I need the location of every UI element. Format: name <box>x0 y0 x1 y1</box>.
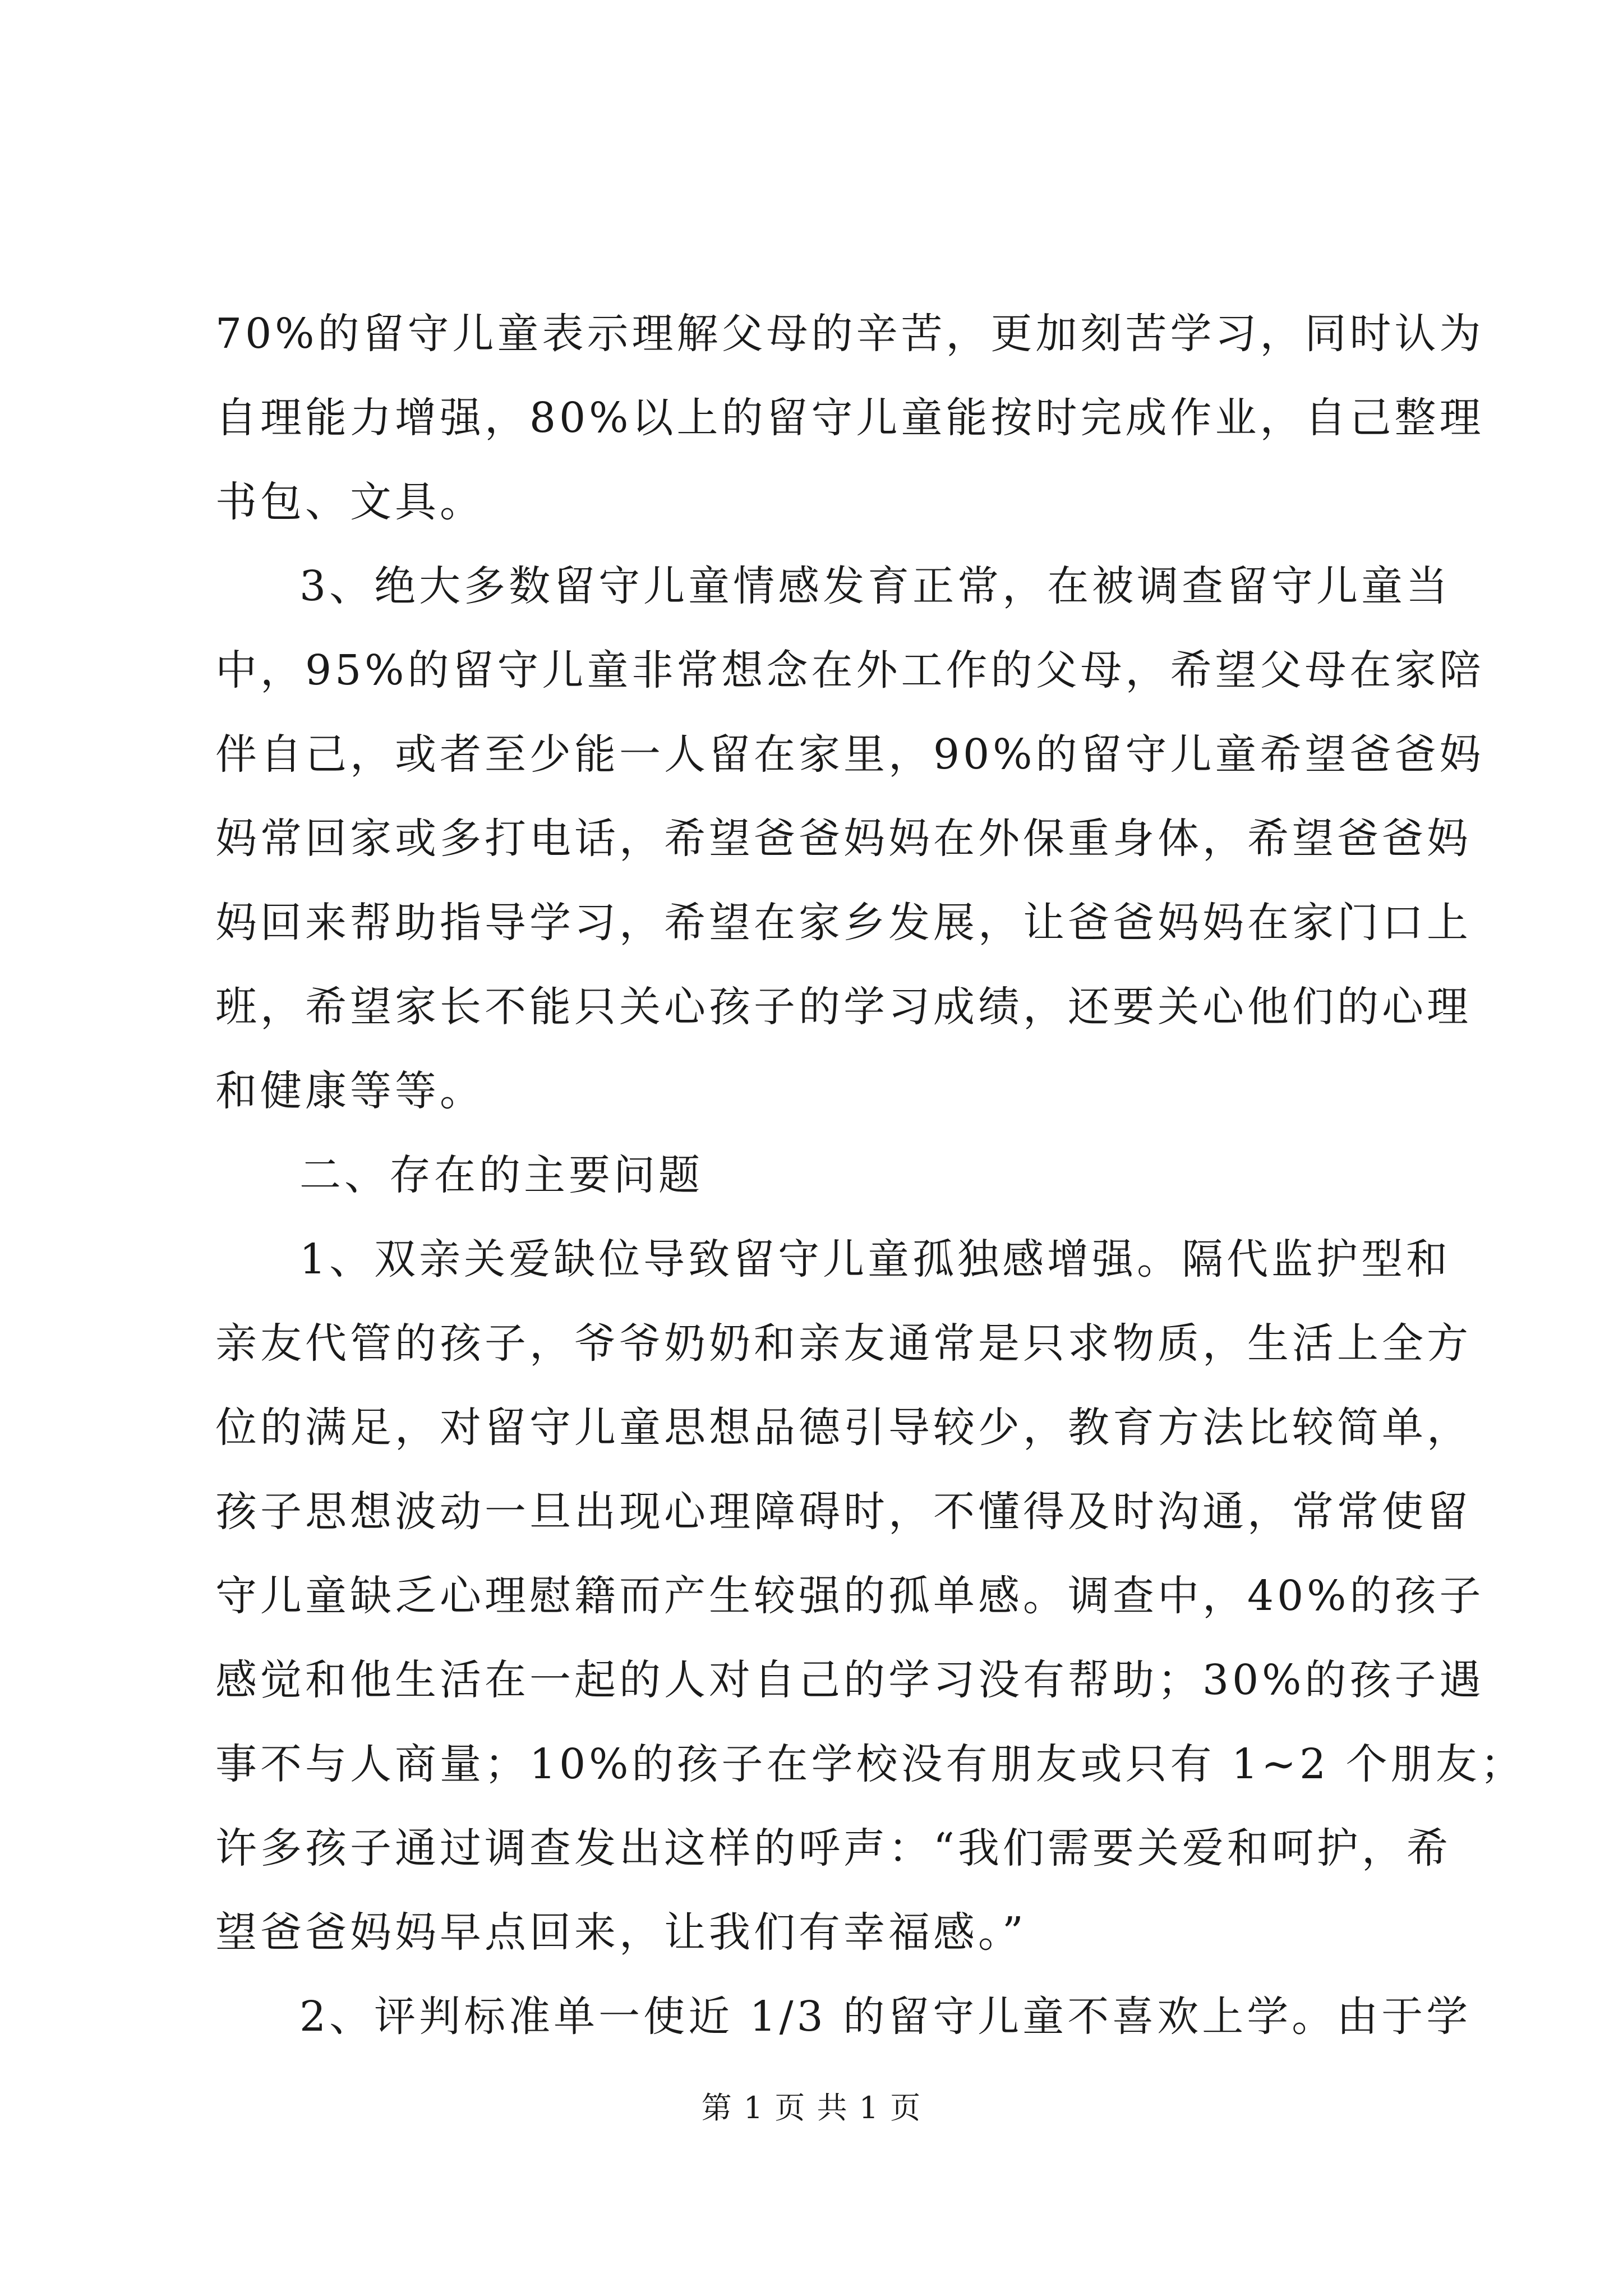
text-line: 班，希望家长不能只关心孩子的学习成绩，还要关心他们的心理 <box>215 983 1472 1031</box>
paragraph-statistics-self-care <box>215 292 1484 544</box>
page-footer: 第 1 页 共 1 页 <box>701 2090 922 2125</box>
text-line: 妈常回家或多打电话，希望爸爸妈妈在外保重身体，希望爸爸妈 <box>215 815 1472 863</box>
paragraph-single-evaluation-standard <box>215 1975 1472 2059</box>
text-line: 70%的留守儿童表示理解父母的辛苦，更加刻苦学习，同时认为 <box>215 310 1484 358</box>
text-line: 伴自己，或者至少能一人留在家里，90%的留守儿童希望爸爸妈 <box>215 730 1484 779</box>
text-line: 守儿童缺乏心理慰籍而产生较强的孤单感。调查中，40%的孩子 <box>215 1572 1484 1620</box>
text-line: 中，95%的留守儿童非常想念在外工作的父母，希望父母在家陪 <box>215 646 1484 694</box>
paragraph-emotional-development <box>215 544 1484 1133</box>
text-line: 孩子思想波动一旦出现心理障碍时，不懂得及时沟通，常常使留 <box>215 1488 1472 1536</box>
text-line: 亲友代管的孩子，爷爷奶奶和亲友通常是只求物质，生活上全方 <box>215 1319 1472 1368</box>
text-line: 望爸爸妈妈早点回来，让我们有幸福感。” <box>215 1908 1027 1957</box>
text-line: 自理能力增强，80%以上的留守儿童能按时完成作业，自己整理 <box>215 394 1484 442</box>
paragraph-lack-of-parental-care <box>215 1217 1525 1975</box>
text-line: 书包、文具。 <box>215 478 485 526</box>
text-line: 许多孩子通过调查发出这样的呼声：“我们需要关爱和呵护，希 <box>215 1824 1451 1872</box>
section-heading-main-problems <box>215 1133 1410 1217</box>
section-heading: 二、存在的主要问题 <box>299 1151 703 1199</box>
text-line: 妈回来帮助指导学习，希望在家乡发展，让爸爸妈妈在家门口上 <box>215 899 1472 947</box>
text-line: 1、双亲关爱缺位导致留守儿童孤独感增强。隔代监护型和 <box>299 1235 1451 1283</box>
text-line: 3、绝大多数留守儿童情感发育正常，在被调查留守儿童当 <box>299 562 1451 610</box>
document-body <box>215 292 1525 2059</box>
text-line: 位的满足，对留守儿童思想品德引导较少，教育方法比较简单， <box>215 1404 1472 1452</box>
text-line: 2、评判标准单一使近 1/3 的留守儿童不喜欢上学。由于学 <box>299 1993 1472 2041</box>
text-line: 感觉和他生活在一起的人对自己的学习没有帮助；30%的孩子遇 <box>215 1656 1484 1704</box>
text-line: 和健康等等。 <box>215 1067 485 1115</box>
text-line: 事不与人商量；10%的孩子在学校没有朋友或只有 1~2 个朋友； <box>215 1740 1525 1788</box>
